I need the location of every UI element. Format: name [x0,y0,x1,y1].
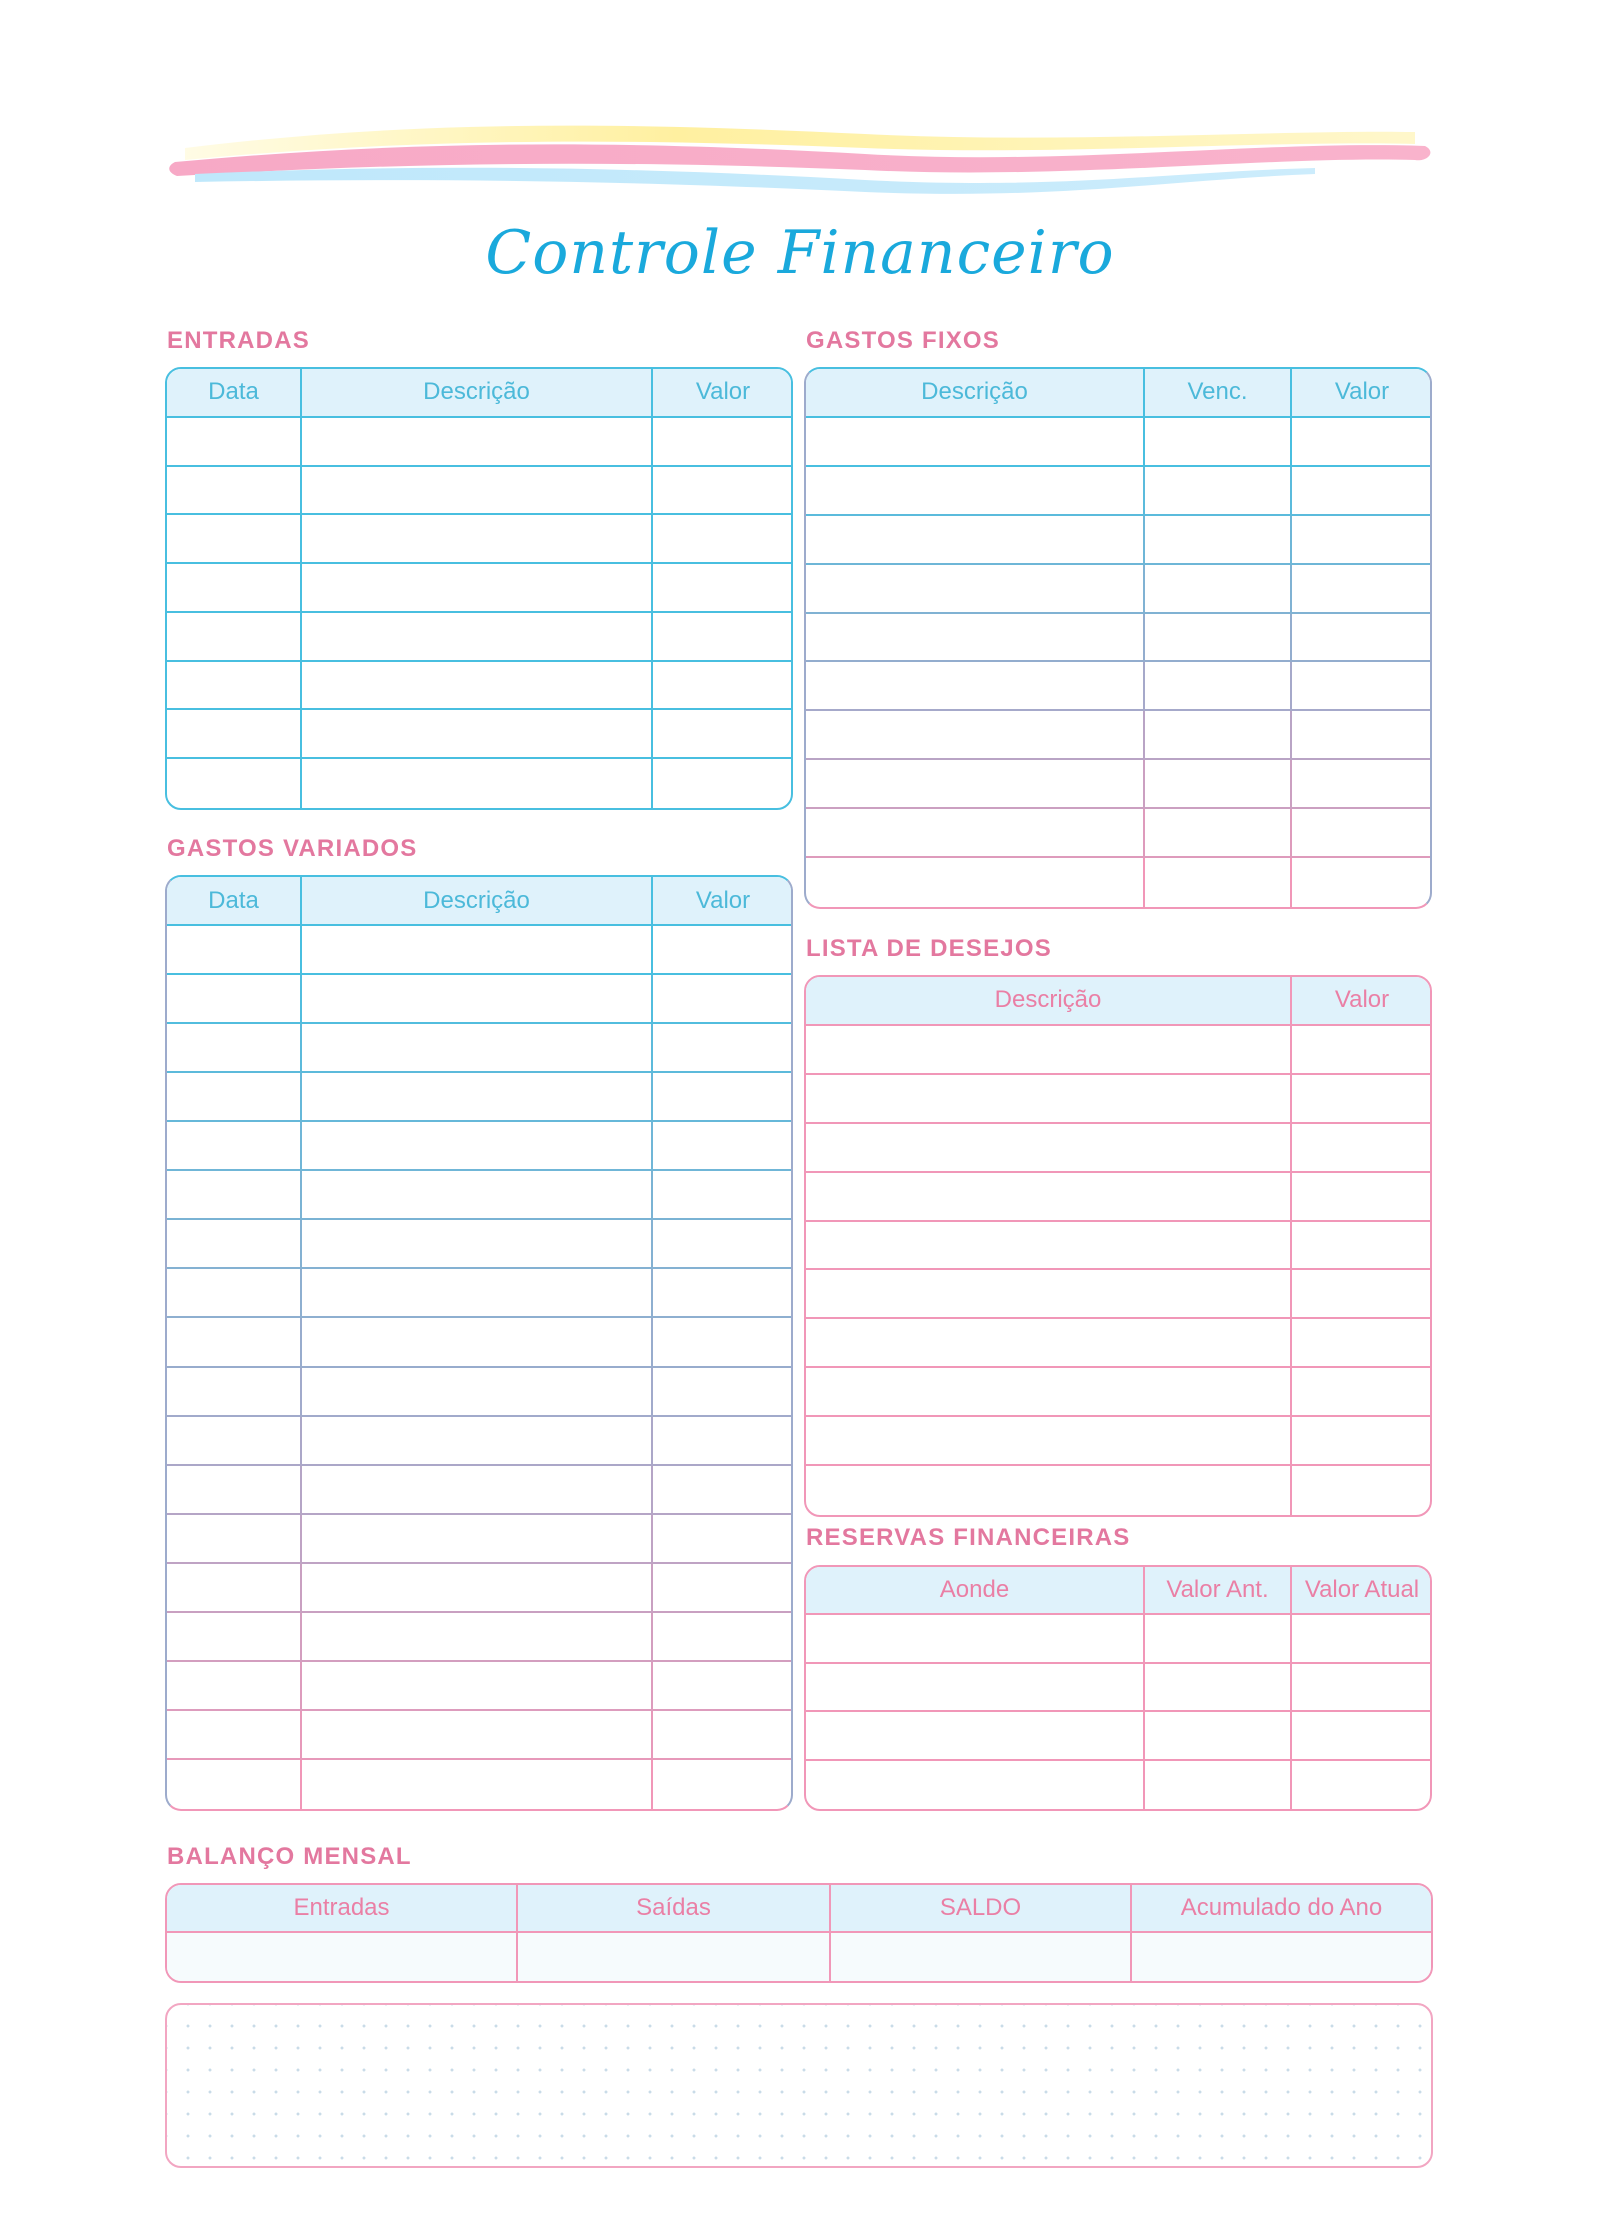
gastos-variados-cell[interactable] [653,1269,793,1318]
entradas-cell[interactable] [167,710,302,759]
gastos-variados-cell[interactable] [302,1515,653,1564]
gastos-variados-cell[interactable] [653,1073,793,1122]
lista-desejos-cell[interactable] [1292,1173,1432,1222]
reservas-table [804,1565,1432,1811]
gastos-fixos-cell[interactable] [806,467,1145,516]
gastos-variados-cell[interactable] [302,926,653,975]
reservas-cell[interactable] [1145,1761,1292,1809]
gastos-variados-cell[interactable] [302,1613,653,1662]
gastos-variados-cell[interactable] [167,1220,302,1269]
entradas-cell[interactable] [653,759,793,808]
entradas-cell[interactable] [653,710,793,759]
gastos-fixos-cell[interactable] [1292,516,1432,565]
entradas-cell[interactable] [302,467,653,516]
lista-desejos-cell[interactable] [1292,1026,1432,1075]
reservas-header-valor-atual: Valor Atual [1292,1567,1432,1615]
gastos-fixos-header-valor: Valor [1292,369,1432,418]
gastos-fixos-cell[interactable] [1292,760,1432,809]
gastos-variados-cell[interactable] [167,1318,302,1367]
section-label-balanco: BALANÇO MENSAL [167,1843,412,1870]
gastos-variados-cell[interactable] [653,1711,793,1760]
gastos-variados-cell[interactable] [302,1318,653,1367]
gastos-fixos-cell[interactable] [806,418,1145,467]
lista-desejos-cell[interactable] [1292,1270,1432,1319]
gastos-fixos-cell[interactable] [1292,467,1432,516]
entradas-cell[interactable] [167,759,302,808]
reservas-cell[interactable] [1145,1615,1292,1663]
gastos-fixos-cell[interactable] [1145,565,1292,614]
entradas-table [165,367,793,810]
gastos-fixos-cell[interactable] [1145,516,1292,565]
gastos-fixos-cell[interactable] [1292,565,1432,614]
gastos-variados-cell[interactable] [167,1564,302,1613]
entradas-cell[interactable] [302,613,653,662]
gastos-fixos-cell[interactable] [1145,614,1292,663]
gastos-fixos-cell[interactable] [1292,662,1432,711]
reservas-cell[interactable] [806,1615,1145,1663]
lista-desejos-cell[interactable] [806,1270,1292,1319]
gastos-fixos-cell[interactable] [806,516,1145,565]
gastos-variados-cell[interactable] [302,1368,653,1417]
gastos-fixos-cell[interactable] [1145,418,1292,467]
lista-desejos-cell[interactable] [806,1173,1292,1222]
balanco-cell[interactable] [167,1933,518,1981]
gastos-variados-cell[interactable] [302,975,653,1024]
gastos-variados-cell[interactable] [653,1613,793,1662]
lista-desejos-cell[interactable] [1292,1319,1432,1368]
reservas-cell[interactable] [1292,1664,1432,1712]
gastos-variados-cell[interactable] [302,1024,653,1073]
reservas-header-aonde: Aonde [806,1567,1145,1615]
entradas-header-descrição: Descrição [302,369,653,418]
gastos-fixos-cell[interactable] [1292,711,1432,760]
gastos-variados-cell[interactable] [302,1760,653,1809]
balanco-header-entradas: Entradas [167,1885,518,1933]
gastos-variados-header-descrição: Descrição [302,877,653,926]
gastos-fixos-cell[interactable] [806,809,1145,858]
gastos-variados-cell[interactable] [302,1466,653,1515]
gastos-fixos-cell[interactable] [806,760,1145,809]
entradas-cell[interactable] [302,515,653,564]
balanco-cell[interactable] [1132,1933,1431,1981]
balanco-mensal-table [165,1883,1433,1983]
lista-desejos-cell[interactable] [1292,1466,1432,1515]
gastos-variados-cell[interactable] [653,1515,793,1564]
lista-desejos-cell[interactable] [806,1222,1292,1271]
entradas-cell[interactable] [302,662,653,711]
section-label-reservas: RESERVAS FINANCEIRAS [806,1524,1131,1551]
gastos-fixos-cell[interactable] [806,662,1145,711]
gastos-fixos-header-descrição: Descrição [806,369,1145,418]
gastos-fixos-cell[interactable] [1292,418,1432,467]
gastos-variados-header-valor: Valor [653,877,793,926]
gastos-fixos-cell[interactable] [1145,858,1292,907]
reservas-cell[interactable] [806,1664,1145,1712]
gastos-variados-cell[interactable] [302,1417,653,1466]
gastos-variados-cell[interactable] [653,1368,793,1417]
gastos-fixos-cell[interactable] [1292,809,1432,858]
entradas-cell[interactable] [167,467,302,516]
gastos-variados-cell[interactable] [653,1466,793,1515]
gastos-fixos-cell[interactable] [806,711,1145,760]
entradas-cell[interactable] [653,662,793,711]
gastos-fixos-cell[interactable] [806,614,1145,663]
entradas-cell[interactable] [167,613,302,662]
gastos-variados-cell[interactable] [167,1122,302,1171]
balanco-cell[interactable] [518,1933,831,1981]
gastos-variados-cell[interactable] [167,1760,302,1809]
gastos-variados-cell[interactable] [653,975,793,1024]
lista-desejos-cell[interactable] [1292,1417,1432,1466]
gastos-variados-cell[interactable] [653,1564,793,1613]
gastos-variados-cell[interactable] [167,1073,302,1122]
lista-desejos-table [804,975,1432,1517]
gastos-variados-cell[interactable] [167,1613,302,1662]
entradas-cell[interactable] [167,564,302,613]
gastos-variados-cell[interactable] [653,1662,793,1711]
gastos-variados-cell[interactable] [653,1417,793,1466]
entradas-cell[interactable] [653,613,793,662]
reservas-header-valor-ant-: Valor Ant. [1145,1567,1292,1615]
section-label-gastos-fixos: GASTOS FIXOS [806,327,1000,354]
gastos-variados-cell[interactable] [302,1122,653,1171]
balanco-header-saídas: Saídas [518,1885,831,1933]
section-label-entradas: ENTRADAS [167,327,310,354]
gastos-fixos-cell[interactable] [1292,614,1432,663]
reservas-cell[interactable] [806,1712,1145,1760]
gastos-variados-cell[interactable] [302,1564,653,1613]
gastos-variados-cell[interactable] [302,1073,653,1122]
lista-desejos-cell[interactable] [806,1368,1292,1417]
gastos-fixos-cell[interactable] [1145,809,1292,858]
gastos-variados-cell[interactable] [167,1466,302,1515]
section-label-gastos-variados: GASTOS VARIADOS [167,835,418,862]
gastos-variados-cell[interactable] [302,1269,653,1318]
gastos-variados-cell[interactable] [167,1024,302,1073]
entradas-cell[interactable] [302,564,653,613]
gastos-variados-cell[interactable] [167,1515,302,1564]
reservas-cell[interactable] [1292,1761,1432,1809]
gastos-variados-cell[interactable] [167,1269,302,1318]
lista-desejos-cell[interactable] [806,1026,1292,1075]
page-title: Controle Financeiro [485,218,1115,288]
gastos-fixos-cell[interactable] [1292,858,1432,907]
entradas-cell[interactable] [302,418,653,467]
gastos-variados-cell[interactable] [167,1417,302,1466]
reservas-cell[interactable] [806,1761,1145,1809]
lista-desejos-header-valor: Valor [1292,977,1432,1026]
gastos-variados-cell[interactable] [167,1662,302,1711]
section-label-lista-desejos: LISTA DE DESEJOS [806,935,1052,962]
balanco-header-acumulado-do-ano: Acumulado do Ano [1132,1885,1431,1933]
gastos-variados-cell[interactable] [653,1220,793,1269]
entradas-cell[interactable] [653,418,793,467]
entradas-cell[interactable] [167,662,302,711]
gastos-variados-cell[interactable] [167,926,302,975]
gastos-fixos-cell[interactable] [806,565,1145,614]
gastos-variados-cell[interactable] [653,1760,793,1809]
lista-desejos-cell[interactable] [1292,1222,1432,1271]
gastos-variados-cell[interactable] [653,1318,793,1367]
entradas-cell[interactable] [167,515,302,564]
entradas-cell[interactable] [302,759,653,808]
gastos-variados-cell[interactable] [167,1711,302,1760]
gastos-variados-cell[interactable] [653,1122,793,1171]
entradas-header-valor: Valor [653,369,793,418]
gastos-fixos-header-venc-: Venc. [1145,369,1292,418]
lista-desejos-cell[interactable] [806,1319,1292,1368]
balanco-cell[interactable] [831,1933,1132,1981]
gastos-fixos-table [804,367,1432,909]
gastos-variados-cell[interactable] [167,975,302,1024]
lista-desejos-cell[interactable] [1292,1075,1432,1124]
lista-desejos-cell[interactable] [1292,1368,1432,1417]
balanco-header-saldo: SALDO [831,1885,1132,1933]
reservas-cell[interactable] [1292,1712,1432,1760]
gastos-variados-cell[interactable] [167,1171,302,1220]
gastos-fixos-cell[interactable] [1145,760,1292,809]
gastos-variados-cell[interactable] [302,1711,653,1760]
gastos-variados-cell[interactable] [653,926,793,975]
gastos-variados-cell[interactable] [302,1220,653,1269]
gastos-variados-cell[interactable] [302,1171,653,1220]
lista-desejos-header-descrição: Descrição [806,977,1292,1026]
gastos-variados-table [165,875,793,1811]
gastos-fixos-cell[interactable] [1145,662,1292,711]
gastos-fixos-cell[interactable] [1145,467,1292,516]
entradas-cell[interactable] [653,564,793,613]
notes-dotted-area[interactable] [165,2003,1433,2168]
gastos-fixos-cell[interactable] [1145,711,1292,760]
gastos-variados-cell[interactable] [653,1024,793,1073]
lista-desejos-cell[interactable] [806,1417,1292,1466]
reservas-cell[interactable] [1145,1664,1292,1712]
entradas-cell[interactable] [653,467,793,516]
entradas-header-data: Data [167,369,302,418]
entradas-cell[interactable] [167,418,302,467]
gastos-variados-cell[interactable] [653,1171,793,1220]
gastos-variados-header-data: Data [167,877,302,926]
lista-desejos-cell[interactable] [1292,1124,1432,1173]
gastos-variados-cell[interactable] [302,1662,653,1711]
entradas-cell[interactable] [302,710,653,759]
reservas-cell[interactable] [1145,1712,1292,1760]
lista-desejos-cell[interactable] [806,1466,1292,1515]
entradas-cell[interactable] [653,515,793,564]
lista-desejos-cell[interactable] [806,1075,1292,1124]
gastos-variados-cell[interactable] [167,1368,302,1417]
watercolor-brush-decoration [165,110,1435,195]
reservas-cell[interactable] [1292,1615,1432,1663]
gastos-fixos-cell[interactable] [806,858,1145,907]
lista-desejos-cell[interactable] [806,1124,1292,1173]
